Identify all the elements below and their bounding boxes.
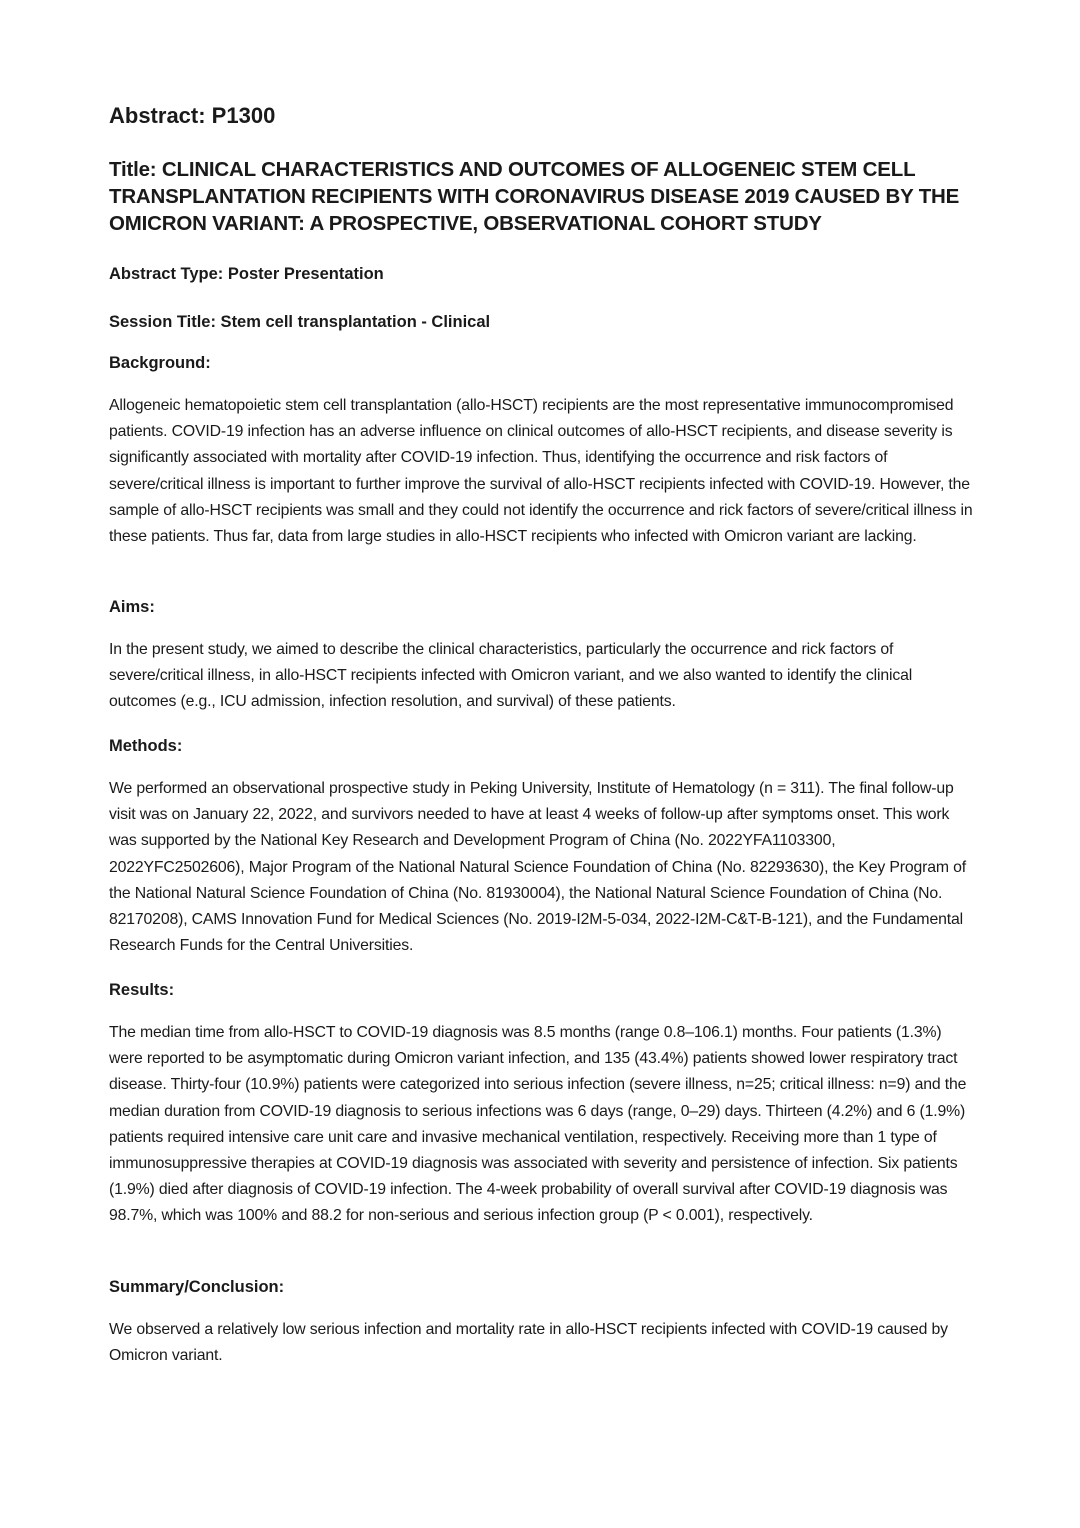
aims-heading: Aims: bbox=[109, 598, 155, 616]
conclusion-text: We observed a relatively low serious infection and mortality rate in allo-HSCT recipients infected with COVID-19 caused by Omicron variant. bbox=[109, 1321, 948, 1365]
methods-text: We performed an observational prospective study in Peking University, Institute of Hematology (n = 311). The final follow-up visit was on January 22, 2022, and survivors needed to have at least 4 weeks of follow-up after symptoms onset. This work was supported by the National Key Research and Development Program of China (No. 2022YFA1103300, 2022YFC2502606), Major Program of the National Natural Science Foundation of China (No. 82293630), the Key Program of the National Natural Science Foundation of China (No. 81930004), the National Natural Science Foundation of China (No. 82170208), CAMS Innovation Fund for Medical Sciences (No. 2019-I2M-5-034, 2022-I2M-C&T-B-121), and the Fundamental Research Funds for the Central Universities. bbox=[109, 780, 967, 955]
session-title: Session Title: Stem cell transplantation - Clinical bbox=[109, 313, 491, 331]
background-text: Allogeneic hematopoietic stem cell transplantation (allo-HSCT) recipients are the most representative immunocompromised patients. COVID-19 infection has an adverse influence on clinical outcomes of allo-HSCT recipients, and disease severity is significantly associated with mortality after COVID-19 infection. Thus, identifying the occurrence and risk factors of severe/critical illness is important to further improve the survival of allo-HSCT recipients infected with COVID-19. However, the sample of allo-HSCT recipients was small and they could not identify the occurrence and rick factors of severe/critical illness in these patients. Thus far, data from large studies in allo-HSCT recipients who infected with Omicron variant are lacking. bbox=[109, 397, 973, 546]
methods-heading: Methods: bbox=[109, 737, 183, 755]
abstract-id: Abstract: P1300 bbox=[109, 103, 276, 128]
results-heading: Results: bbox=[109, 981, 175, 999]
abstract-title: Title: CLINICAL CHARACTERISTICS AND OUTCOMES OF ALLOGENEIC STEM CELL TRANSPLANTATION RECIPIENTS WITH CORONAVIRUS DISEASE 2019 CAUSED BY THE OMICRON VARIANT: A PROSPECTIVE, OBSERVATIONAL COHORT STUDY bbox=[109, 158, 960, 235]
background-heading: Background: bbox=[109, 354, 211, 372]
aims-text: In the present study, we aimed to describe the clinical characteristics, particularly the occurrence and rick factors of severe/critical illness, in allo-HSCT recipients infected with Omicron variant, and we also wanted to identify the clinical outcomes (e.g., ICU admission, infection resolution, and survival) of these patients. bbox=[109, 641, 913, 711]
conclusion-heading: Summary/Conclusion: bbox=[109, 1278, 285, 1296]
abstract-type: Abstract Type: Poster Presentation bbox=[109, 265, 384, 283]
results-text: The median time from allo-HSCT to COVID-19 diagnosis was 8.5 months (range 0.8–106.1) months. Four patients (1.3%) were reported to be asymptomatic during Omicron variant infection, and 135 (43.4%) patients showed lower respiratory tract disease. Thirty-four (10.9%) patients were categorized into serious infection (severe illness, n=25; critical illness: n=9) and the median duration from COVID-19 diagnosis to serious infections was 6 days (range, 0–29) days. Thirteen (4.2%) and 6 (1.9%) patients required intensive care unit care and invasive mechanical ventilation, respectively. Receiving more than 1 type of immunosuppressive therapies at COVID-19 diagnosis was associated with severity and persistence of infection. Six patients (1.9%) died after diagnosis of COVID-19 infection. The 4-week probability of overall survival after COVID-19 diagnosis was 98.7%, which was 100% and 88.2 for non-serious and serious infection group (P < 0.001), respectively. bbox=[109, 1024, 967, 1225]
